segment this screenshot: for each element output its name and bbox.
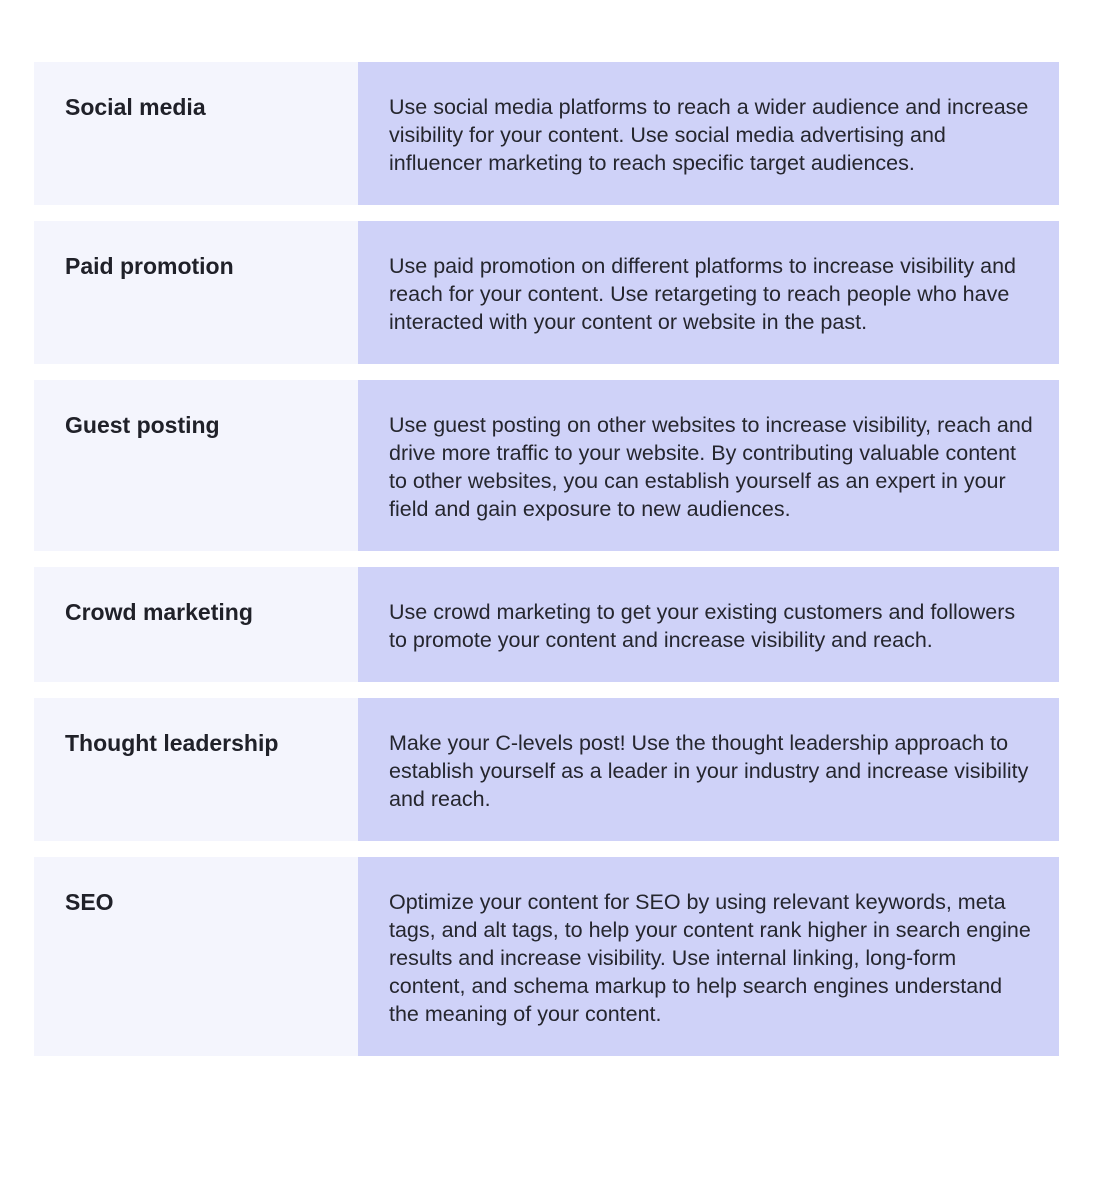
row-description: Use paid promotion on different platforms to increase visibility and reach for your content. Use retargeting to reach people who have interacted with your content or website in the past.: [358, 221, 1059, 364]
row-description: Make your C-levels post! Use the thought leadership approach to establish yourself as a leader in your industry and increase visibility and reach.: [358, 698, 1059, 841]
table-row-crowd-marketing: [34, 567, 1059, 682]
row-label: Guest posting: [34, 380, 358, 551]
table-row-guest-posting: [34, 380, 1059, 551]
row-description: Use social media platforms to reach a wider audience and increase visibility for your content. Use social media advertising and influencer marketing to reach specific target audiences.: [358, 62, 1059, 205]
row-label: Thought leadership: [34, 698, 358, 841]
row-label: Paid promotion: [34, 221, 358, 364]
table-row-social-media: [34, 62, 1059, 205]
row-description: Use guest posting on other websites to increase visibility, reach and drive more traffic to your website. By contributing valuable content to other websites, you can establish yourself as an expert in your field and gain exposure to new audiences.: [358, 380, 1059, 551]
table-row-thought-leadership: [34, 698, 1059, 841]
row-description: Optimize your content for SEO by using relevant keywords, meta tags, and alt tags, to help your content rank higher in search engine results and increase visibility. Use internal linking, long-form content, and schema markup to help search engines understand the meaning of your content.: [358, 857, 1059, 1056]
row-description: Use crowd marketing to get your existing customers and followers to promote your content and increase visibility and reach.: [358, 567, 1059, 682]
row-label: SEO: [34, 857, 358, 1056]
row-label: Crowd marketing: [34, 567, 358, 682]
row-label: Social media: [34, 62, 358, 205]
table-row-paid-promotion: [34, 221, 1059, 364]
strategy-table: [34, 62, 1059, 1056]
table-row-seo: [34, 857, 1059, 1056]
